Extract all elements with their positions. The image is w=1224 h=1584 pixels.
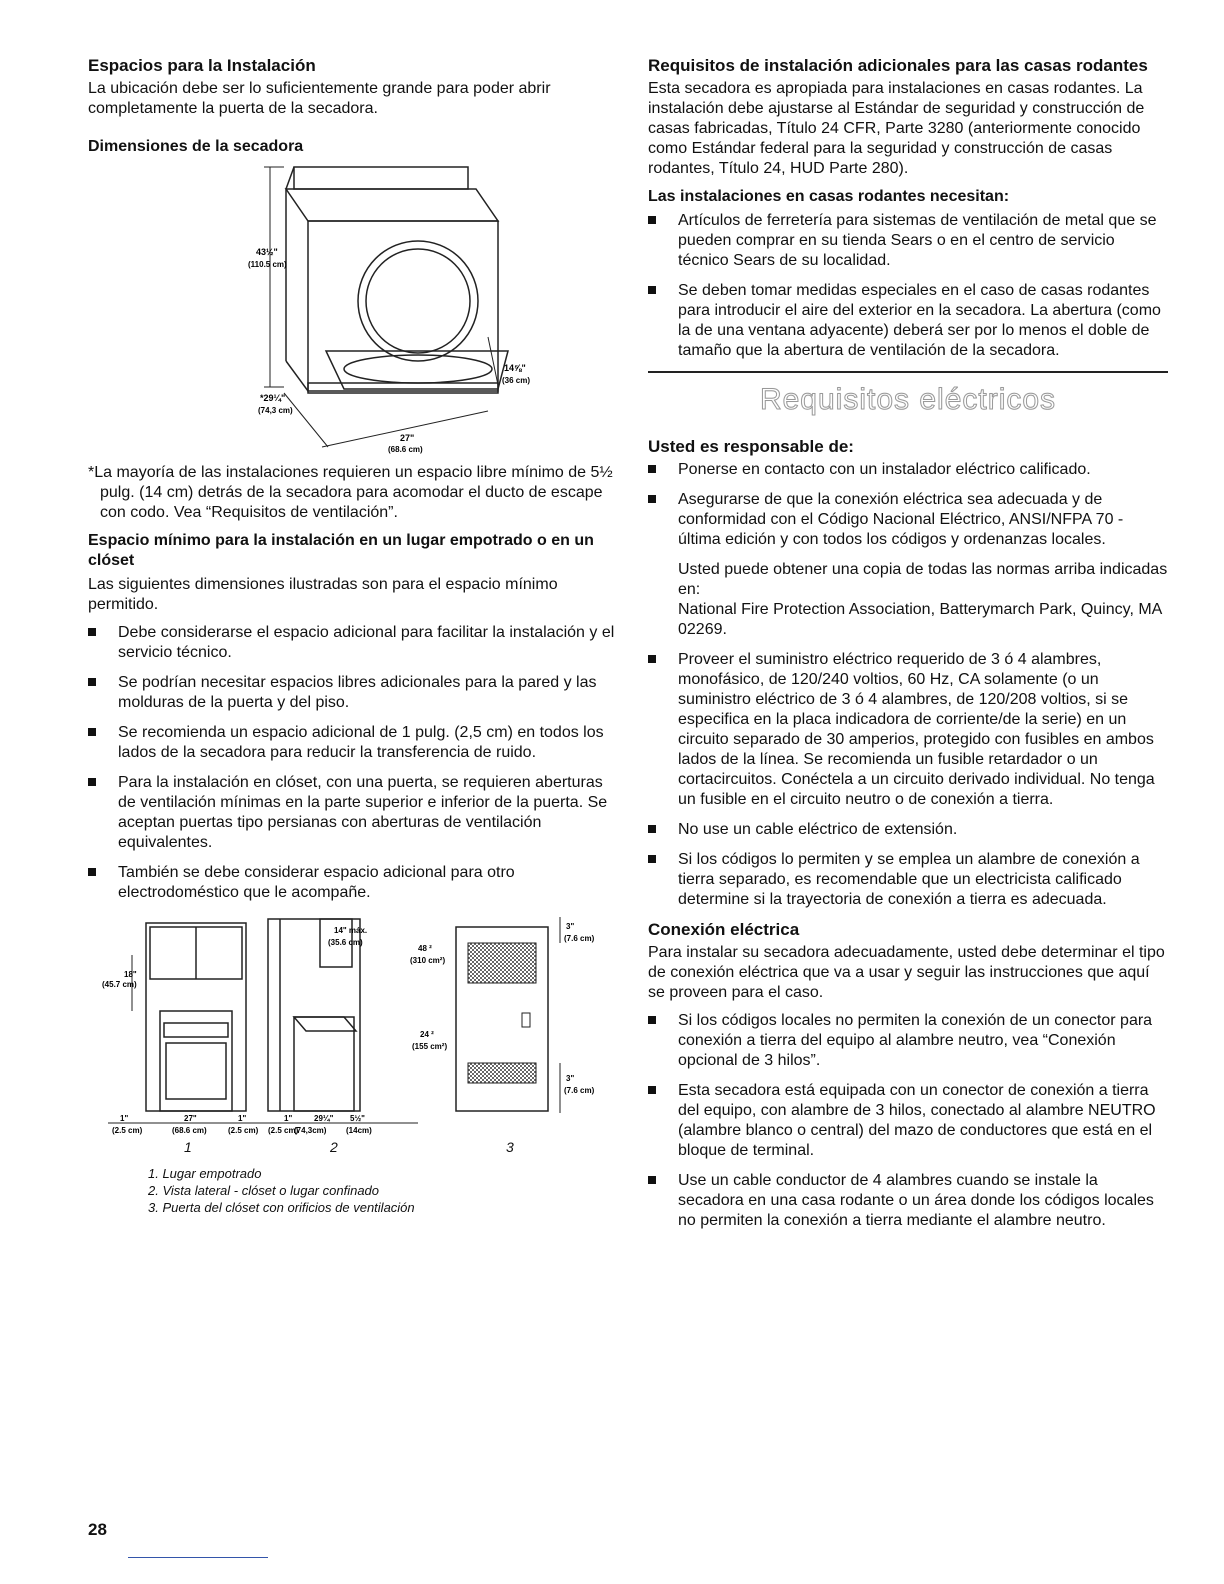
closet-bullet-list <box>88 623 618 903</box>
dryer-drum-opening <box>358 241 478 361</box>
fig-number-1: 1 <box>184 1139 192 1155</box>
dim-24: 24 ² <box>420 1030 434 1039</box>
dim-depth: *29¼" <box>260 393 286 403</box>
dim-18-cm: (45.7 cm) <box>102 980 137 989</box>
dim-5: 5½" <box>350 1114 365 1123</box>
list-item: Se deben tomar medidas especiales en el caso de casas rodantes para introducir el aire del exterior en la secadora. La abertura (como la de una ventana adyacente) deberá ser por lo menos el doble de tamaño que la abertura de ventilación de la secadora. <box>648 281 1168 361</box>
dim-3b: 3" <box>566 1074 575 1083</box>
list-item: Proveer el suministro eléctrico requerido de 3 ó 4 alambres, monofásico, de 120/240 voltios, 60 Hz, CA solamente (o un suministro eléctrico de 3 ó 4 alambres, de 120/208 voltios, si se especifica en la placa indicadora de corriente/de la serie) en un circuito separado de 30 amperios, protegido con fusibles en ambos lados de la línea. Se recomienda un fusible retardador o un cortacircuitos. Conéctela a un circuito derivado individual. No tenga un fusible en el circuito neutro o de conexión a tierra. <box>648 650 1168 810</box>
dim-door-cm: (36 cm) <box>502 376 531 385</box>
list-item: Use un cable conductor de 4 alambres cuando se instale la secadora en una casa rodante o un área donde los códigos locales no permiten la conexión a tierra mediante el alambre neutro. <box>648 1171 1168 1231</box>
list-item: Asegurarse de que la conexión eléctrica sea adecuada y de conformidad con el Código Nacional Eléctrico, ANSI/NFPA 70 - última edición y con todos los códigos y ordenanzas locales. Usted puede obtener una copia de todas las normas arriba indicadas en: National Fire Protection Association, Batterymarch Park, Quincy, MA 02269. <box>648 490 1168 640</box>
installation-spaces-title: Espacios para la Instalación <box>88 56 316 75</box>
list-item: Si los códigos lo permiten y se emplea un alambre de conexión a tierra separado, es recomendable que un electricista calificado determine si la trayectoria de conexión a tierra es adecuada. <box>648 850 1168 910</box>
recess-dryer <box>160 1011 232 1111</box>
nfpa-address: Usted puede obtener una copia de todas las normas arriba indicadas en: National Fire Protection Association, Batterymarch Park, Quincy, MA 02269. <box>678 561 1168 638</box>
dim-1a: 1" <box>120 1114 129 1123</box>
dim-48: 48 ² <box>418 944 432 953</box>
dim-48-cm: (310 cm²) <box>410 956 446 965</box>
dryer-console <box>294 167 468 189</box>
dim-width: 27" <box>400 433 415 443</box>
dim-depth-cm: (74,3 cm) <box>258 406 293 415</box>
responsibilities-bullets <box>648 460 1168 910</box>
list-item: Se recomienda un espacio adicional de 1 pulg. (2,5 cm) en todos los lados de la secadora para reducir la transferencia de ruido. <box>88 723 618 763</box>
section-divider <box>648 371 1168 373</box>
dim-14-cm: (35.6 cm) <box>328 938 363 947</box>
dim-1c-cm: (2.5 cm) <box>268 1126 299 1135</box>
list-item: Esta secadora está equipada con un conector de conexión a tierra del equipo, con alambre de 3 hilos, conectado al alambre NEUTRO (alambre blanco o central) del mazo de conductores que está en el bloque de terminal. <box>648 1081 1168 1161</box>
dim-height: 43½" <box>256 247 278 257</box>
vent-bottom <box>468 1063 536 1083</box>
electrical-connection-title: Conexión eléctrica <box>648 920 800 939</box>
dim-width-cm: (68.6 cm) <box>388 445 423 454</box>
dim-door: 14⅝" <box>504 363 526 373</box>
dim-1a-cm: (2.5 cm) <box>112 1126 143 1135</box>
page-number: 28 <box>88 1520 107 1539</box>
dim-3b-cm: (7.6 cm) <box>564 1086 595 1095</box>
list-item: Se podrían necesitar espacios libres adicionales para la pared y las molduras de la puerta y del piso. <box>88 673 618 713</box>
closet-install-text: Las siguientes dimensiones ilustradas son para el espacio mínimo permitido. <box>88 576 558 613</box>
list-item: Si los códigos locales no permiten la conexión de un conector para conexión a tierra del equipo al alambre neutro, vea “Conexión opcional de 3 hilos”. <box>648 1011 1168 1071</box>
list-item: Artículos de ferretería para sistemas de ventilación de metal que se pueden comprar en su tienda Sears o en el centro de servicio técnico Sears de su localidad. <box>648 211 1168 271</box>
figure-captions <box>148 1165 618 1216</box>
list-item: Para la instalación en clóset, con una puerta, se requieren aberturas de ventilación mínimas en la parte superior e inferior de la puerta. Se aceptan puertas tipo persianas con aberturas de ventilación equivalentes. <box>88 773 618 853</box>
list-item: Debe considerarse el espacio adicional para facilitar la instalación y el servicio técnico. <box>88 623 618 663</box>
dim-27: 27" <box>184 1114 197 1123</box>
responsibilities-title: Usted es responsable de: <box>648 437 854 456</box>
right-column <box>648 56 1168 1241</box>
dim-1c: 1" <box>284 1114 293 1123</box>
figure-numbers <box>88 1139 618 1165</box>
dim-14: 14" máx. <box>334 926 368 935</box>
dim-3a: 3" <box>566 922 575 931</box>
closet-install-title: Espacio mínimo para la instalación en un lugar empotrado o en un clóset <box>88 532 594 569</box>
dim-height-cm: (110.5 cm) <box>248 260 287 269</box>
fig-number-3: 3 <box>506 1139 514 1155</box>
caption: 2. Vista lateral - clóset o lugar confinado <box>148 1183 380 1198</box>
dim-1b-cm: (2.5 cm) <box>228 1126 259 1135</box>
vent-top <box>468 943 536 983</box>
dryer-dimensions-title: Dimensiones de la secadora <box>88 138 304 155</box>
fig-number-2: 2 <box>330 1139 338 1155</box>
dim-29: 29¼" <box>314 1114 334 1123</box>
clearance-note: *La mayoría de las instalaciones requieren un espacio libre mínimo de 5½ pulg. (14 cm) detrás de la secadora para acomodar el ducto de escape con codo. Vea “Requisitos de ventilación”. <box>88 464 613 521</box>
footer-line <box>128 1557 268 1558</box>
dryer-dimensions-figure <box>88 161 618 457</box>
electrical-requirements-banner: Requisitos eléctricos <box>759 383 1057 416</box>
connection-bullets <box>648 1011 1168 1231</box>
dim-24-cm: (155 cm²) <box>412 1042 448 1051</box>
caption: 1. Lugar empotrado <box>148 1166 262 1181</box>
dim-5-cm: (14cm) <box>346 1126 372 1135</box>
installation-spaces-text: La ubicación debe ser lo suficientemente grande para poder abrir completamente la puerta de la secadora. <box>88 80 551 117</box>
dim-3a-cm: (7.6 cm) <box>564 934 595 943</box>
list-item: Ponerse en contacto con un instalador eléctrico calificado. <box>648 460 1168 480</box>
left-column <box>88 56 618 1216</box>
dim-1b: 1" <box>238 1114 247 1123</box>
dim-18: 18" <box>124 970 137 979</box>
closet-side-frame <box>268 919 360 1111</box>
list-item: No use un cable eléctrico de extensión. <box>648 820 1168 840</box>
list-item: También se debe considerar espacio adicional para otro electrodoméstico que le acompañe. <box>88 863 618 903</box>
caption: 3. Puerta del clóset con orificios de ventilación <box>148 1200 415 1215</box>
dim-29-cm: (74,3cm) <box>294 1126 327 1135</box>
mobile-home-text: Esta secadora es apropiada para instalaciones en casas rodantes. La instalación debe ajustarse al Estándar de seguridad y construcción de casas fabricadas, Título 24 CFR, Parte 3280 (anteriormente conocido como Estándar federal para la seguridad y construcción de casas rodantes, Título 24, HUD Parte 280). <box>648 80 1145 177</box>
electrical-connection-text: Para instalar su secadora adecuadamente, usted debe determinar el tipo de conexión eléctrica que va a usar y seguir las instrucciones que aquí se proveen para el caso. <box>648 944 1165 1001</box>
mobile-home-needs-title: Las instalaciones en casas rodantes necesitan: <box>648 188 1010 205</box>
mobile-home-bullets <box>648 211 1168 361</box>
mobile-home-title: Requisitos de instalación adicionales para las casas rodantes <box>648 56 1148 75</box>
closet-clearance-figure <box>88 913 618 1139</box>
dim-27-cm: (68.6 cm) <box>172 1126 207 1135</box>
